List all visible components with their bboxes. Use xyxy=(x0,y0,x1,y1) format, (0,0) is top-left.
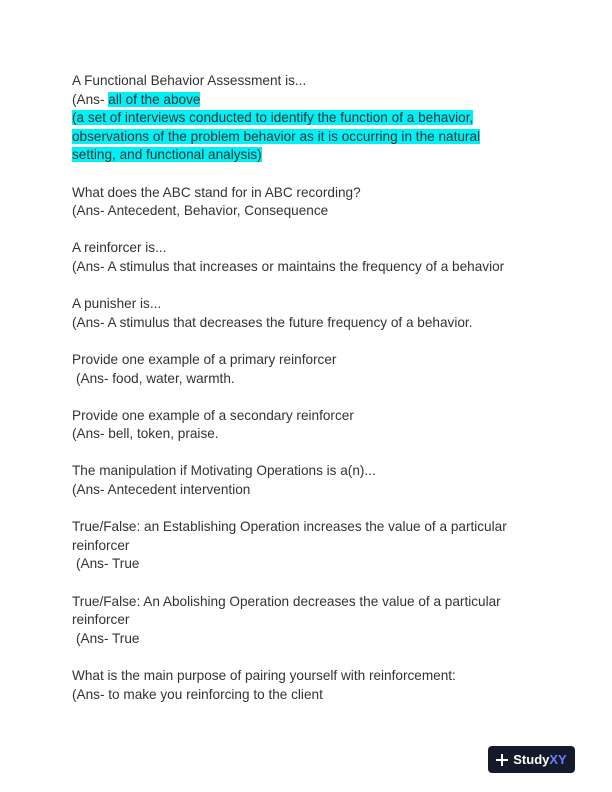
logo-text xyxy=(513,752,566,767)
logo-brand-accent: XY xyxy=(549,752,567,767)
qa-item-punisher xyxy=(72,295,542,332)
question-text-line-2: reinforcer xyxy=(72,537,130,553)
qa-item-fba xyxy=(72,72,542,165)
plus-icon xyxy=(496,754,508,766)
question-text: A Functional Behavior Assessment is... xyxy=(72,73,307,88)
question-text: A reinforcer is... xyxy=(72,240,167,256)
question-text: What does the ABC stand for in ABC recording? xyxy=(72,184,361,200)
qa-item-abc xyxy=(72,184,542,221)
answer-text: (Ans- to make you reinforcing to the client xyxy=(72,686,323,702)
answer-text: (Ans- A stimulus that decreases the future frequency of a behavior. xyxy=(72,314,473,330)
answer-text: (Ans- A stimulus that increases or maintains the frequency of a behavior xyxy=(72,258,505,274)
answer-line xyxy=(72,91,542,110)
qa-item-establishing-operation xyxy=(72,518,542,574)
answer-text: (Ans- Antecedent, Behavior, Consequence xyxy=(72,203,329,219)
qa-item-motivating-operations xyxy=(72,462,542,499)
answer-prefix: (Ans- xyxy=(72,91,109,107)
answer-text: (Ans- food, water, warmth. xyxy=(76,370,235,386)
question-text: Provide one example of a secondary reinforcer xyxy=(72,407,354,423)
question-text: What is the main purpose of pairing yourself with reinforcement: xyxy=(72,668,456,683)
qa-item-pairing xyxy=(72,667,542,704)
qa-item-reinforcer xyxy=(72,239,542,276)
question-text-line-1: True/False: An Abolishing Operation decreases the value of a particular xyxy=(72,593,501,609)
qa-item-abolishing-operation xyxy=(72,593,542,649)
answer-text: (Ans- bell, token, praise. xyxy=(72,426,219,442)
question-text-line-2: reinforcer xyxy=(72,612,130,628)
answer-text: (Ans- True xyxy=(76,556,140,572)
document-body xyxy=(72,72,542,723)
question-text: A punisher is... xyxy=(72,296,162,312)
explanation-line-1: (a set of interviews conducted to identify the function of a behavior, xyxy=(72,110,474,126)
answer-text: (Ans- Antecedent intervention xyxy=(72,482,251,498)
question-text: The manipulation if Motivating Operations is a(n)... xyxy=(72,463,376,479)
studyxy-logo xyxy=(488,746,575,773)
logo-brand-main: Study xyxy=(513,752,550,767)
answer-text: (Ans- True xyxy=(76,630,140,646)
qa-item-primary-reinforcer xyxy=(72,351,542,388)
answer-highlight: all of the above xyxy=(108,91,201,107)
question-text: Provide one example of a primary reinforcer xyxy=(72,351,337,367)
question-text-line-1: True/False: an Establishing Operation increases the value of a particular xyxy=(72,519,507,535)
qa-item-secondary-reinforcer xyxy=(72,407,542,444)
explanation-line-2: observations of the problem behavior as it is occurring in the natural xyxy=(72,128,481,144)
explanation-line-3: setting, and functional analysis) xyxy=(72,147,262,163)
